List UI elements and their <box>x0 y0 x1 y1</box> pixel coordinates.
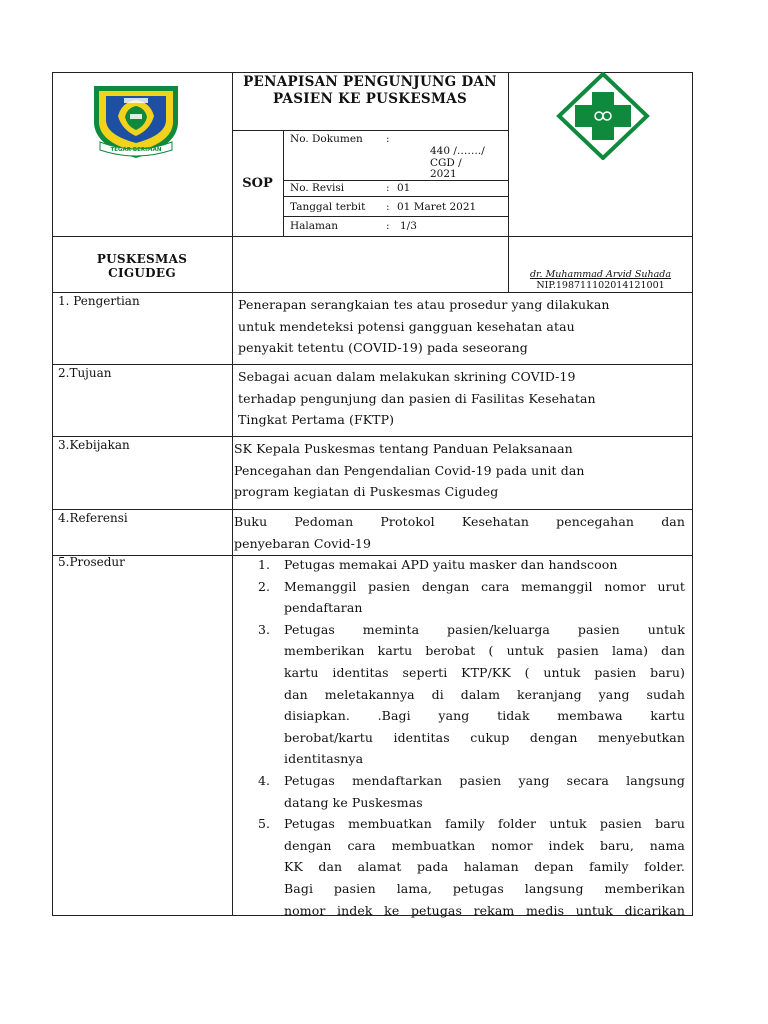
signer-block <box>508 236 693 292</box>
halaman-value: 1/3 <box>400 220 417 232</box>
meta-row-line-1 <box>283 180 508 181</box>
step-number: 5. <box>258 816 271 832</box>
section-content-tujuan <box>238 366 685 431</box>
emblem-banner-text: TEGAR BERIMAN <box>110 147 162 153</box>
step-line: disiapkan. .Bagi yang tidak membawa kartu <box>284 708 685 724</box>
signer-name: dr. Muhammad Arvid Suhada <box>529 269 672 280</box>
border-right <box>692 72 693 916</box>
procedure-step <box>234 576 685 619</box>
step-line: dengan cara membuatkan nomor indek baru, nama <box>284 837 685 853</box>
tujuan-line: terhadap pengunjung dan pasien di Fasilitas Kesehatan <box>238 390 596 406</box>
halaman-label: Halaman <box>290 220 339 232</box>
no-dokumen-value-1: 440 /……./ <box>430 145 485 157</box>
puskesmas-logo <box>555 72 651 160</box>
step-line: nomor indek ke petugas rekam medis untuk dicarikan <box>284 902 685 918</box>
halaman-colon: : <box>386 220 390 232</box>
no-dokumen-colon: : <box>386 133 390 145</box>
no-dokumen-value-2: CGD / <box>430 157 462 169</box>
pengertian-line: penyakit tetentu (COVID-19) pada seseorang <box>238 340 528 356</box>
puskesmas-name-line-2: CIGUDEG <box>108 266 176 280</box>
row-line-2 <box>52 436 693 437</box>
puskesmas-name-line-1: PUSKESMAS <box>96 252 188 266</box>
referensi-line: penyebaran Covid-19 <box>234 535 371 551</box>
step-number: 1. <box>258 557 271 572</box>
section-content-pengertian <box>238 294 685 359</box>
referensi-line: Buku Pedoman Protokol Kesehatan pencegahan dan <box>234 514 685 529</box>
step-line: identitasnya <box>284 751 364 767</box>
kebijakan-line: program kegiatan di Puskesmas Cigudeg <box>234 484 499 500</box>
step-line: KK dan alamat pada halaman depan family folder. <box>284 859 685 875</box>
kebijakan-line: Pencegahan dan Pengendalian Covid-19 pada unit dan <box>234 462 585 478</box>
procedure-step <box>234 770 685 813</box>
step-line: Petugas meminta pasien/keluarga pasien untuk <box>284 621 685 637</box>
section-content-kebijakan <box>234 438 681 503</box>
sop-document <box>52 72 693 916</box>
meta-row-line-3 <box>283 216 508 217</box>
step-line: kartu identitas seperti KTP/KK ( untuk pasien baru) <box>284 664 685 680</box>
step-line: Petugas mendaftarkan pasien yang secara langsung <box>284 772 685 788</box>
tanggal-terbit-label: Tanggal terbit <box>290 201 366 213</box>
document-title: PENAPISAN PENGUNJUNG DAN PASIEN KE PUSKESMAS <box>243 74 497 107</box>
step-number: 3. <box>258 621 271 637</box>
tanggal-terbit-colon: : <box>386 201 390 213</box>
step-number: 4. <box>258 772 271 788</box>
section-label-tujuan: 2.Tujuan <box>58 366 112 380</box>
signer-nip: NIP.198711102014121001 <box>536 280 665 291</box>
step-number: 2. <box>258 578 271 594</box>
no-revisi-label: No. Revisi <box>290 182 345 194</box>
row-line-3 <box>52 509 693 510</box>
no-dokumen-label: No. Dokumen <box>290 133 363 145</box>
pengertian-line: untuk mendeteksi potensi gangguan kesehatan atau <box>238 318 575 334</box>
meta-row-line-2 <box>283 196 508 197</box>
procedure-step <box>234 813 685 921</box>
section-label-prosedur: 5.Prosedur <box>58 555 125 569</box>
step-line: Bagi pasien lama, petugas langsung memberikan <box>284 880 685 896</box>
procedure-step <box>234 619 685 770</box>
no-revisi-colon: : <box>386 182 390 194</box>
section-label-pengertian: 1. Pengertian <box>58 294 140 308</box>
step-line: Memanggil pasien dengan cara memanggil nomor urut <box>284 578 685 594</box>
section-content-referensi <box>234 511 685 554</box>
tujuan-line: Tingkat Pertama (FKTP) <box>238 412 395 428</box>
step-line: dan meletakannya di dalam keranjang yang sudah <box>284 686 685 702</box>
tanggal-terbit-value: 01 Maret 2021 <box>397 201 477 213</box>
sop-divider <box>283 130 284 236</box>
procedure-step <box>234 554 685 576</box>
tujuan-line: Sebagai acuan dalam melakukan skrining COVID-19 <box>238 369 576 384</box>
kebijakan-line: SK Kepala Puskesmas tentang Panduan Pelaksanaan <box>234 441 573 456</box>
procedure-steps <box>234 554 685 921</box>
puskesmas-name <box>52 236 232 292</box>
step-line: datang ke Puskesmas <box>284 794 423 810</box>
step-line: berobat/kartu identitas cukup dengan menyebutkan <box>284 729 685 745</box>
step-line: Petugas membuatkan family folder untuk pasien baru <box>284 816 685 832</box>
border-left <box>52 72 53 916</box>
step-line: Petugas memakai APD yaitu masker dan handscoon <box>284 557 618 572</box>
pengertian-line: Penerapan serangkaian tes atau prosedur yang dilakukan <box>238 297 610 312</box>
step-line: pendaftaran <box>284 600 363 616</box>
section-label-referensi: 4.Referensi <box>58 511 128 525</box>
row-line-1 <box>52 364 693 365</box>
sop-label: SOP <box>242 175 273 191</box>
regional-emblem-logo <box>90 80 182 160</box>
body-column-divider <box>232 292 233 916</box>
section-label-kebijakan: 3.Kebijakan <box>58 438 130 452</box>
section-content-prosedur <box>234 554 685 921</box>
health-cross-icon <box>555 72 651 160</box>
no-revisi-value: 01 <box>397 182 411 194</box>
header-end-line <box>52 292 693 293</box>
no-dokumen-value-3: 2021 <box>430 168 457 180</box>
step-line: memberikan kartu berobat ( untuk pasien lama) dan <box>284 643 685 659</box>
